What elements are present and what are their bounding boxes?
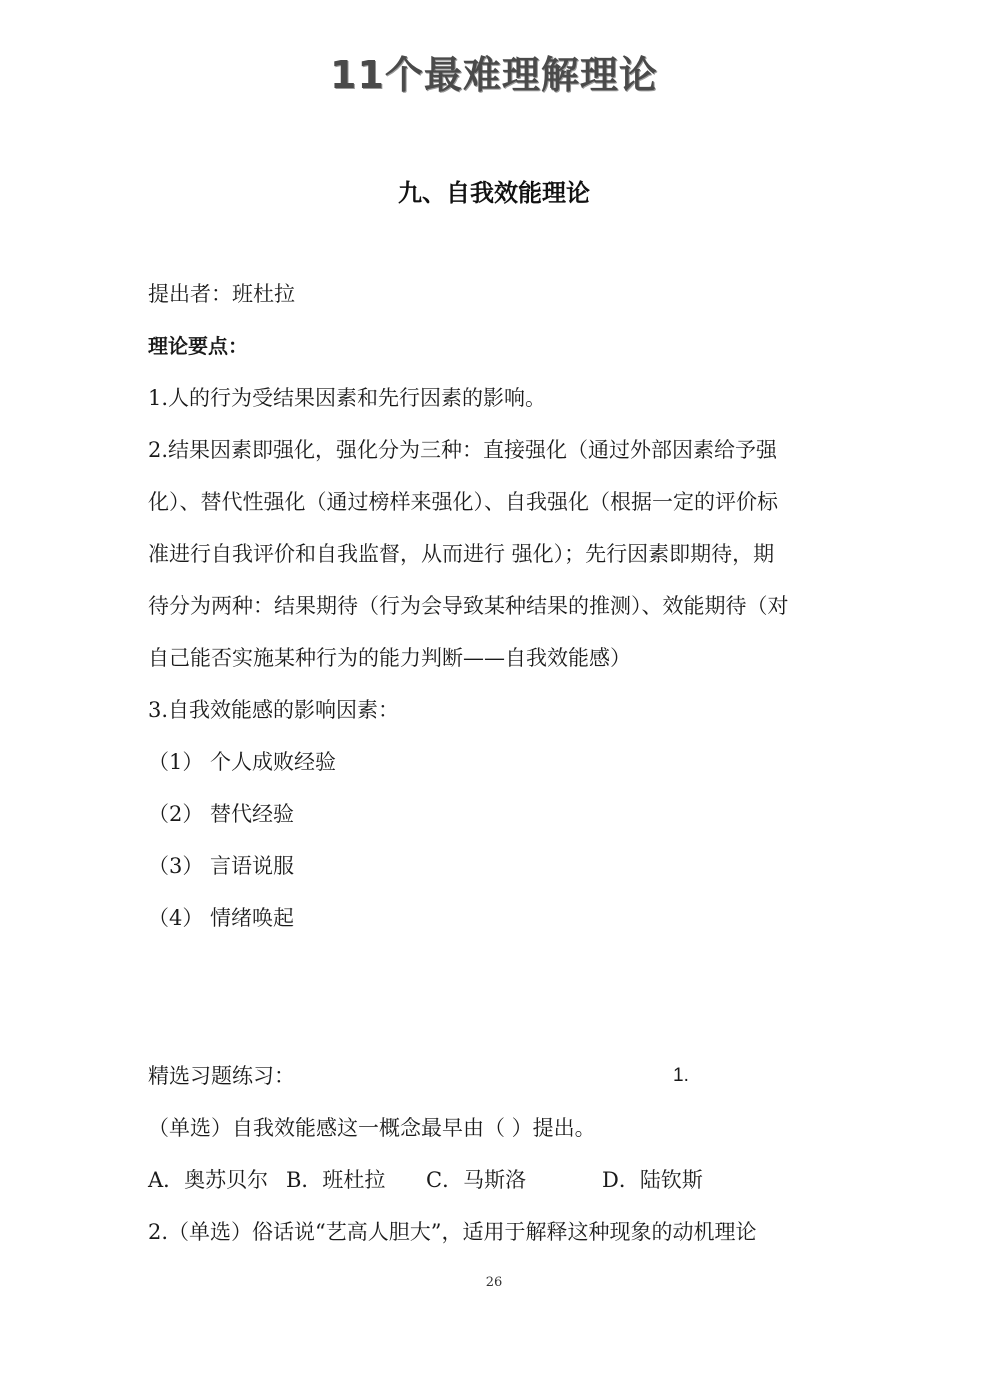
- question-2-text: 2.（单选）俗话说“艺高人胆大”，适用于解释这种现象的动机理论: [148, 1220, 757, 1244]
- option-d: D．陆钦斯: [602, 1168, 703, 1192]
- option-a: A．奥苏贝尔: [148, 1168, 269, 1192]
- point-3-heading: 3.自我效能感的影响因素：: [148, 698, 400, 722]
- factor-item: （2） 替代经验: [148, 802, 295, 826]
- exercise-heading: 精选习题练习：: [148, 1064, 295, 1088]
- point-2-line: 2.结果因素即强化，强化分为三种：直接强化（通过外部因素给予强: [148, 438, 778, 462]
- question-1-text: （单选）自我效能感这一概念最早由（ ）提出。: [148, 1116, 596, 1140]
- point-1: 1.人的行为受结果因素和先行因素的影响。: [148, 386, 547, 410]
- point-2-line: 准进行自我评价和自我监督，从而进行 强化）；先行因素即期待，期: [148, 542, 775, 566]
- proposer-line: 提出者：班杜拉: [148, 282, 295, 306]
- exercise-heading-line: [148, 1050, 848, 1102]
- page-number: 26: [485, 1275, 503, 1290]
- option-c: C．马斯洛: [426, 1168, 527, 1192]
- point-2-line: 待分为两种：结果期待（行为会导致某种结果的推测）、效能期待（对: [148, 594, 789, 618]
- document-body: [148, 268, 848, 1258]
- option-b: B．班杜拉: [286, 1168, 386, 1192]
- factor-item: （3） 言语说服: [148, 854, 295, 878]
- section-title: 九、自我效能理论: [398, 179, 590, 207]
- factor-item: （4） 情绪唤起: [148, 906, 295, 930]
- factor-item: （1） 个人成败经验: [148, 750, 337, 774]
- spacer: [148, 944, 848, 1050]
- document-title: 11个最难理解理论: [330, 53, 658, 97]
- question-1-options: [148, 1154, 848, 1206]
- point-2-line: 自己能否实施某种行为的能力判断——自我效能感）: [148, 646, 631, 670]
- question-1-number: 1.: [673, 1065, 689, 1086]
- key-points-heading: 理论要点：: [148, 334, 248, 358]
- point-2-line: 化）、替代性强化（通过榜样来强化）、自我强化（根据一定的评价标: [148, 490, 778, 514]
